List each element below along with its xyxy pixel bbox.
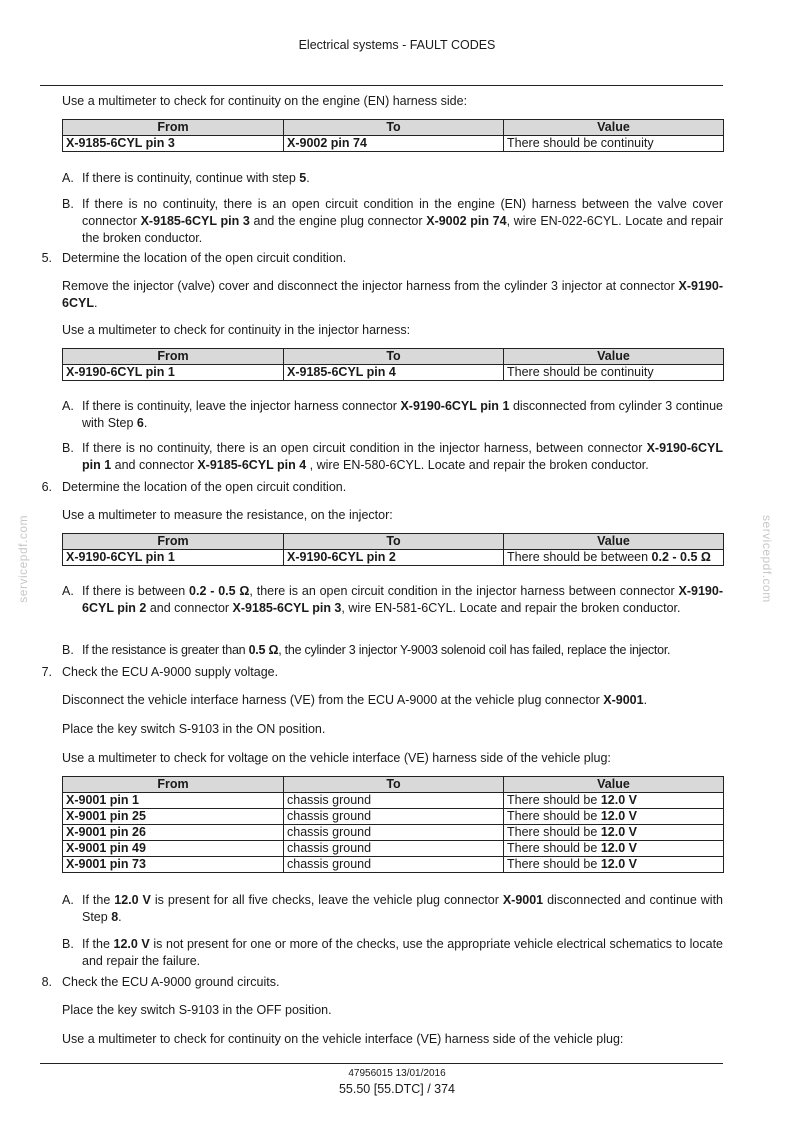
intro-en-continuity: Use a multimeter to check for continuity on the engine (EN) harness side: <box>62 94 468 108</box>
header-rule <box>40 85 723 86</box>
cell-value: There should be 12.0 V <box>504 793 724 809</box>
cell-to: chassis ground <box>284 809 504 825</box>
cell-to: chassis ground <box>284 857 504 873</box>
s7-item-b: If the 12.0 V is not present for one or more of the checks, use the appropriate vehicle electrical schematics to locate and repair the failure. <box>82 937 724 968</box>
s7-item-a: If the 12.0 V is present for all five checks, leave the vehicle plug connector X-9001 disconnected and continue with Step 8. <box>82 893 724 924</box>
cell-value: There should be 12.0 V <box>504 809 724 825</box>
item-label: B. <box>62 441 74 455</box>
item-label: A. <box>62 171 74 185</box>
table-row <box>63 841 724 857</box>
item-label: A. <box>62 584 74 598</box>
cell-from: X-9001 pin 49 <box>66 841 146 855</box>
cell-to: X-9185-6CYL pin 4 <box>287 365 396 379</box>
col-header-to: To <box>284 777 504 793</box>
col-header-value: Value <box>504 349 724 365</box>
s5-instruction: Remove the injector (valve) cover and disconnect the injector harness from the cylinder 3 injector at connector X-9190-6CYL. <box>62 279 723 310</box>
table-supply-voltage <box>62 776 724 873</box>
item-label: B. <box>62 643 74 657</box>
cell-to: chassis ground <box>284 825 504 841</box>
cell-value: There should be continuity <box>504 136 724 152</box>
col-header-from: From <box>63 120 284 136</box>
cell-from: X-9190-6CYL pin 1 <box>66 365 175 379</box>
s5-multimeter-instruction: Use a multimeter to check for continuity in the injector harness: <box>62 323 411 337</box>
s8-key-switch-instruction: Place the key switch S-9103 in the OFF position. <box>62 1003 332 1017</box>
table-row <box>63 793 724 809</box>
item-label: B. <box>62 197 74 211</box>
cell-from: X-9190-6CYL pin 1 <box>66 550 175 564</box>
table-header-row <box>63 534 724 550</box>
step-6-title: Determine the location of the open circuit condition. <box>62 480 347 494</box>
table-row <box>63 825 724 841</box>
step-7-title: Check the ECU A-9000 supply voltage. <box>62 665 279 679</box>
s6-item-b: If the resistance is greater than 0.5 Ω, the cylinder 3 injector Y-9003 solenoid coil has failed, replace the injector. <box>82 643 671 657</box>
col-header-value: Value <box>504 120 724 136</box>
item-label: A. <box>62 893 74 907</box>
table-injector-continuity <box>62 348 724 381</box>
table-injector-resistance <box>62 533 724 566</box>
cell-to: chassis ground <box>284 841 504 857</box>
s7-multimeter-instruction: Use a multimeter to check for voltage on the vehicle interface (VE) harness side of the vehicle plug: <box>62 751 611 765</box>
table-header-row <box>63 777 724 793</box>
watermark-right: servicepdf.com <box>760 515 774 603</box>
col-header-from: From <box>63 349 284 365</box>
step-5-title: Determine the location of the open circuit condition. <box>62 251 347 265</box>
s7-disconnect-instruction: Disconnect the vehicle interface harness (VE) from the ECU A-9000 at the vehicle plug connector X-9001. <box>62 693 648 707</box>
table-row <box>63 365 724 381</box>
col-header-from: From <box>63 777 284 793</box>
watermark-left: servicepdf.com <box>16 515 30 603</box>
item-label: B. <box>62 937 74 951</box>
table-header-row <box>63 120 724 136</box>
s5-item-a: If there is continuity, leave the injector harness connector X-9190-6CYL pin 1 disconnected from cylinder 3 continue with Step 6. <box>82 399 723 430</box>
cell-value: There should be 12.0 V <box>504 857 724 873</box>
col-header-to: To <box>284 349 504 365</box>
page-header-title: Electrical systems - FAULT CODES <box>298 38 496 52</box>
footer-page-ref: 55.50 [55.DTC] / 374 <box>338 1082 456 1096</box>
cell-from: X-9001 pin 73 <box>66 857 146 871</box>
col-header-from: From <box>63 534 284 550</box>
cell-value: There should be 12.0 V <box>504 841 724 857</box>
cell-from: X-9185-6CYL pin 3 <box>66 136 175 150</box>
cell-from: X-9001 pin 25 <box>66 809 146 823</box>
table-en-continuity <box>62 119 724 152</box>
table-row <box>63 857 724 873</box>
cell-value: There should be continuity <box>504 365 724 381</box>
col-header-value: Value <box>504 534 724 550</box>
cell-from: X-9001 pin 26 <box>66 825 146 839</box>
item-label: A. <box>62 399 74 413</box>
step-number: 7. <box>41 665 52 679</box>
s8-multimeter-instruction: Use a multimeter to check for continuity on the vehicle interface (VE) harness side of the vehicle plug: <box>62 1032 624 1046</box>
col-header-value: Value <box>504 777 724 793</box>
cell-to: X-9190-6CYL pin 2 <box>287 550 396 564</box>
step-number: 5. <box>41 251 52 265</box>
footer-rule <box>40 1063 723 1064</box>
s5-item-b: If there is no continuity, there is an open circuit condition in the injector harness, between connector X-9190-6CYL pin 1 and connector X-9185-6CYL pin 4 , wire EN-580-6CYL. Locate and repair the broken conductor. <box>82 441 723 472</box>
table-row <box>63 550 724 566</box>
table-row <box>63 809 724 825</box>
cell-to: chassis ground <box>284 793 504 809</box>
s7-key-switch-instruction: Place the key switch S-9103 in the ON position. <box>62 722 326 736</box>
cell-value: There should be 12.0 V <box>504 825 724 841</box>
s6-item-a: If there is between 0.2 - 0.5 Ω, there is an open circuit condition in the injector harness between connector X-9190-6CYL pin 2 and connector X-9185-6CYL pin 3, wire EN-581-6CYL. Locate and repair the broken conductor. <box>82 584 723 615</box>
table-header-row <box>63 349 724 365</box>
step-number: 8. <box>41 975 52 989</box>
step-8-title: Check the ECU A-9000 ground circuits. <box>62 975 280 989</box>
step-number: 6. <box>41 480 52 494</box>
col-header-to: To <box>284 120 504 136</box>
col-header-to: To <box>284 534 504 550</box>
table-row <box>63 136 724 152</box>
cell-to: X-9002 pin 74 <box>287 136 367 150</box>
s6-multimeter-instruction: Use a multimeter to measure the resistance, on the injector: <box>62 508 393 522</box>
s4-item-b: If there is no continuity, there is an open circuit condition in the engine (EN) harness between the valve cover connector X-9185-6CYL pin 3 and the engine plug connector X-9002 pin 74, wire EN-022-6CYL. Locate and repair the broken conductor. <box>82 197 723 245</box>
footer-doc-id: 47956015 13/01/2016 <box>348 1068 446 1079</box>
cell-from: X-9001 pin 1 <box>66 793 139 807</box>
s4-item-a: If there is continuity, continue with step 5. <box>82 171 310 185</box>
cell-value: There should be between 0.2 - 0.5 Ω <box>504 550 724 566</box>
